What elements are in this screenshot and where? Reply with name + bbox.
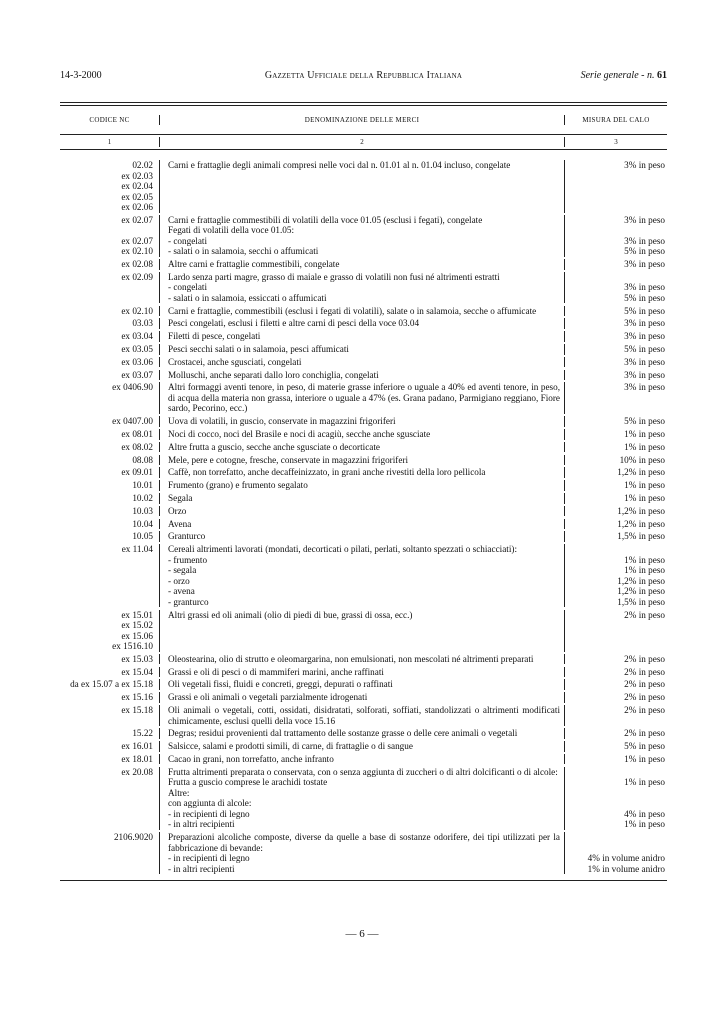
loss-rate (565, 544, 667, 555)
nc-code: ex 02.06 (60, 202, 160, 213)
table-row (60, 442, 667, 453)
goods-description: Orzo (160, 506, 565, 517)
loss-rate: 3% in peso (624, 382, 665, 393)
nc-code: ex 15.16 (60, 692, 160, 703)
table-row (60, 493, 667, 504)
header-number: 61 (657, 70, 667, 81)
col-number-2: 2 (160, 137, 565, 148)
table-row (60, 576, 667, 587)
nc-code: ex 02.10 (60, 246, 160, 257)
goods-description: Altre frutta a guscio, secche anche sgusciate o decorticate (160, 442, 565, 453)
table-row (60, 259, 667, 270)
loss-rate (565, 225, 667, 236)
col-number-1: 1 (60, 137, 160, 148)
loss-rate: 2% in peso (624, 653, 665, 664)
goods-description: - in recipienti di legno (160, 809, 565, 820)
table-row (60, 853, 667, 864)
nc-code: 10.05 (60, 531, 160, 542)
table-row (60, 272, 667, 283)
header-serie-label: Serie generale (580, 70, 639, 81)
goods-description: Altri formaggi aventi tenore, in peso, di materie grasse inferiore o uguale a 40% ed aventi tenore, in peso, di acqua della materia non grassa, interiore o uguale a 47% (es. Grana padano, Parmigiano reggiano, Fiore sardo, Pecorino, ecc.) (160, 382, 565, 414)
nc-code: ex 1516.10 (60, 641, 160, 652)
table-entry (60, 272, 667, 304)
loss-rate (565, 171, 667, 182)
nc-code: ex 02.09 (60, 272, 160, 283)
table-entry (60, 692, 667, 703)
table-row (60, 192, 667, 203)
loss-rate: 4% in volume anidro (587, 853, 665, 863)
goods-description: - orzo (160, 576, 565, 587)
loss-rate: 2% in peso (624, 705, 665, 716)
table-row (60, 306, 667, 317)
table-entry (60, 480, 667, 491)
loss-rate: 3% in peso (624, 318, 665, 329)
table-row (60, 236, 667, 247)
loss-rate: 1% in volume anidro (587, 863, 665, 874)
header-serie-sep: - n. (638, 70, 657, 81)
goods-table (60, 102, 667, 881)
page-number: — 6 — (345, 928, 379, 940)
goods-description: Pesci congelati, esclusi i filetti e altre carni di pesci della voce 03.04 (160, 318, 565, 329)
table-header-row (60, 106, 667, 135)
loss-rate (565, 767, 667, 778)
goods-description: - congelati (160, 282, 565, 293)
loss-rate: 4% in peso (624, 808, 665, 819)
loss-rate: 5% in peso (624, 416, 665, 427)
table-row (60, 767, 667, 778)
table-row (60, 202, 667, 213)
nc-code (60, 864, 160, 875)
goods-description: Carni e frattaglie, commestibili (esclusi i fegati di volatili), salate o in salamoia, secche o affumicate (160, 306, 565, 317)
loss-rate (565, 832, 667, 853)
nc-code: 15.22 (60, 728, 160, 739)
goods-description: Altri grassi ed oli animali (olio di piedi di bue, grassi di ossa, ecc.) (160, 610, 565, 621)
table-row (60, 692, 667, 703)
loss-rate (565, 272, 667, 283)
loss-rate: 1% in peso (624, 480, 665, 491)
goods-description: con aggiunta di alcole: (160, 798, 565, 809)
col-number-3: 3 (614, 137, 618, 146)
loss-rate: 2% in peso (624, 679, 665, 690)
nc-code: ex 03.06 (60, 357, 160, 368)
nc-code: 10.04 (60, 519, 160, 530)
goods-description: Carni e frattaglie degli animali compresi nelle voci dal n. 01.01 al n. 01.04 incluso, congelate (160, 160, 565, 171)
loss-rate: 1% in peso (624, 753, 665, 764)
nc-code (60, 798, 160, 809)
nc-code: 10.03 (60, 506, 160, 517)
goods-description (160, 631, 565, 642)
col-header-code: CODICE NC (60, 115, 160, 126)
nc-code: ex 02.07 (60, 236, 160, 247)
loss-rate: 1,2% in peso (617, 467, 665, 478)
goods-description: - in altri recipienti (160, 819, 565, 830)
nc-code: ex 08.01 (60, 429, 160, 440)
table-row (60, 429, 667, 440)
nc-code: ex 02.05 (60, 192, 160, 203)
col-header-rate: MISURA DEL CALO (582, 115, 650, 124)
goods-description: - congelati (160, 236, 565, 247)
goods-description: Preparazioni alcoliche composte, diverse da quelle a base di sostanze odorifere, dei tipi utilizzati per la fabbricazione di bevande: (160, 832, 565, 853)
goods-description: Filetti di pesce, congelati (160, 331, 565, 342)
nc-code (60, 788, 160, 799)
table-row (60, 455, 667, 466)
table-row (60, 370, 667, 381)
table-entry (60, 728, 667, 739)
table-entry (60, 654, 667, 665)
table-entry (60, 741, 667, 752)
goods-description: - salati o in salamoia, essiccati o affumicati (160, 293, 565, 304)
goods-description: Crostacei, anche sgusciati, congelati (160, 357, 565, 368)
nc-code: ex 11.04 (60, 544, 160, 555)
nc-code: ex 15.04 (60, 667, 160, 678)
goods-description: Lardo senza parti magre, grasso di maiale e grasso di volatili non fusi né altrimenti estratti (160, 272, 565, 283)
goods-description: - avena (160, 586, 565, 597)
goods-description: Frumento (grano) e frumento segalato (160, 480, 565, 491)
table-row (60, 282, 667, 293)
nc-code (60, 777, 160, 788)
table-row (60, 777, 667, 788)
nc-code: 10.01 (60, 480, 160, 491)
nc-code: ex 0406.90 (60, 382, 160, 414)
loss-rate: 1% in peso (624, 429, 665, 440)
table-row (60, 788, 667, 799)
table-row (60, 667, 667, 678)
loss-rate: 1,2% in peso (617, 575, 665, 586)
loss-rate: 5% in peso (624, 305, 665, 316)
table-row (60, 318, 667, 329)
loss-rate: 1,5% in peso (617, 531, 665, 542)
table-entry (60, 493, 667, 504)
goods-description: Cereali altrimenti lavorati (mondati, decorticati o pilati, perlati, soltanto spezzati o schiacciati): (160, 544, 565, 555)
loss-rate: 2% in peso (624, 666, 665, 677)
table-entry (60, 531, 667, 542)
nc-code (60, 565, 160, 576)
table-row (60, 631, 667, 642)
nc-code: 10.02 (60, 493, 160, 504)
goods-description (160, 620, 565, 631)
goods-description: Molluschi, anche separati dallo loro conchiglia, congelati (160, 370, 565, 381)
nc-code: ex 02.04 (60, 181, 160, 192)
loss-rate (565, 788, 667, 799)
table-entry (60, 832, 667, 874)
goods-description: Oli animali o vegetali, cotti, ossidati, disidratati, solforati, soffiati, standolizzati o altrimenti modificati chimicamente, esclusi quelli della voce 15.16 (160, 705, 565, 726)
table-row (60, 620, 667, 631)
loss-rate: 5% in peso (624, 292, 665, 303)
loss-rate: 3% in peso (624, 369, 665, 380)
nc-code (60, 293, 160, 304)
loss-rate (565, 181, 667, 192)
table-row (60, 293, 667, 304)
goods-description: Pesci secchi salati o in salamoia, pesci affumicati (160, 344, 565, 355)
nc-code (60, 225, 160, 236)
nc-code (60, 819, 160, 830)
goods-description: - salati o in salamoia, secchi o affumicati (160, 246, 565, 257)
table-entry (60, 754, 667, 765)
table-entry (60, 344, 667, 355)
goods-description: - granturco (160, 597, 565, 608)
table-row (60, 809, 667, 820)
nc-code (60, 555, 160, 566)
table-row (60, 531, 667, 542)
loss-rate: 1% in peso (624, 441, 665, 452)
nc-code: ex 15.06 (60, 631, 160, 642)
table-row (60, 544, 667, 555)
goods-description: Degras; residui provenienti dal trattamento delle sostanze grasse o delle cere animali o vegetali (160, 728, 565, 739)
table-row (60, 467, 667, 478)
table-row (60, 506, 667, 517)
loss-rate: 2% in peso (624, 609, 665, 620)
table-row (60, 215, 667, 226)
table-row (60, 246, 667, 257)
header-serie (581, 70, 667, 81)
loss-rate: 3% in peso (624, 214, 665, 225)
nc-code: 08.08 (60, 455, 160, 466)
table-row (60, 519, 667, 530)
loss-rate: 3% in peso (624, 235, 665, 246)
nc-code: ex 0407.00 (60, 416, 160, 427)
nc-code: ex 03.04 (60, 331, 160, 342)
loss-rate: 1,2% in peso (617, 505, 665, 516)
table-entry (60, 467, 667, 478)
table-entry (60, 667, 667, 678)
page-header (60, 70, 667, 84)
table-entry (60, 519, 667, 530)
nc-code (60, 586, 160, 597)
goods-description: - in altri recipienti (160, 864, 565, 875)
goods-description: - in recipienti di legno (160, 853, 565, 864)
nc-code: 03.03 (60, 318, 160, 329)
loss-rate: 1% in peso (624, 565, 665, 576)
goods-description: Altre carni e frattaglie commestibili, congelate (160, 259, 565, 270)
table-entry (60, 259, 667, 270)
loss-rate: 1% in peso (624, 554, 665, 565)
table-entry (60, 767, 667, 830)
loss-rate: 3% in peso (624, 282, 665, 293)
goods-description: Oli vegetali fissi, fluidi e concreti, greggi, depurati o raffinati (160, 679, 565, 690)
goods-description: Frutta a guscio comprese le arachidi tostate (160, 777, 565, 788)
nc-code: ex 03.07 (60, 370, 160, 381)
goods-description: - segala (160, 565, 565, 576)
loss-rate: 1% in peso (624, 493, 665, 504)
goods-description: Granturco (160, 531, 565, 542)
loss-rate: 1,2% in peso (617, 518, 665, 529)
loss-rate: 1% in peso (624, 819, 665, 830)
nc-code: 2106.9020 (60, 832, 160, 853)
table-number-row (60, 135, 667, 150)
nc-code: ex 03.05 (60, 344, 160, 355)
loss-rate (565, 631, 667, 642)
table-row (60, 679, 667, 690)
nc-code: ex 15.01 (60, 610, 160, 621)
table-row (60, 555, 667, 566)
nc-code: ex 09.01 (60, 467, 160, 478)
table-row (60, 331, 667, 342)
loss-rate: 10% in peso (619, 454, 665, 465)
nc-code (60, 576, 160, 587)
goods-description: Caffè, non torrefatto, anche decaffeinizzato, in grani anche rivestiti della loro pellicola (160, 467, 565, 478)
table-entry (60, 679, 667, 690)
table-entry (60, 506, 667, 517)
loss-rate: 1,2% in peso (617, 586, 665, 597)
goods-description (160, 641, 565, 652)
nc-code (60, 809, 160, 820)
table-body (60, 150, 667, 880)
loss-rate: 5% in peso (624, 344, 665, 355)
goods-description: Fegati di volatili della voce 01.05: (160, 225, 565, 236)
loss-rate (565, 620, 667, 631)
loss-rate (565, 192, 667, 203)
goods-description: Mele, pere e cotogne, fresche, conservate in magazzini frigoriferi (160, 455, 565, 466)
loss-rate: 3% in peso (624, 160, 665, 170)
nc-code: ex 02.07 (60, 215, 160, 226)
nc-code: 02.02 (60, 160, 160, 171)
table-row (60, 798, 667, 809)
nc-code (60, 853, 160, 864)
goods-description: Uova di volatili, in guscio, conservate in magazzini frigoriferi (160, 416, 565, 427)
loss-rate: 5% in peso (624, 246, 665, 257)
table-row (60, 171, 667, 182)
nc-code (60, 282, 160, 293)
table-row (60, 160, 667, 171)
goods-description (160, 192, 565, 203)
loss-rate: 3% in peso (624, 331, 665, 342)
nc-code: ex 02.08 (60, 259, 160, 270)
loss-rate (565, 202, 667, 213)
table-entry (60, 318, 667, 329)
table-row (60, 741, 667, 752)
table-row (60, 754, 667, 765)
table-entry (60, 160, 667, 213)
table-row (60, 344, 667, 355)
goods-description (160, 202, 565, 213)
table-entry (60, 442, 667, 453)
table-entry (60, 455, 667, 466)
nc-code: ex 02.10 (60, 306, 160, 317)
nc-code: ex 15.02 (60, 620, 160, 631)
loss-rate: 3% in peso (624, 356, 665, 367)
nc-code: ex 20.08 (60, 767, 160, 778)
loss-rate: 1% in peso (624, 777, 665, 788)
table-row (60, 705, 667, 726)
loss-rate: 3% in peso (624, 259, 665, 270)
goods-description: Salsicce, salami e prodotti simili, di carne, di frattaglie o di sangue (160, 741, 565, 752)
table-entry (60, 357, 667, 368)
nc-code: ex 02.03 (60, 171, 160, 182)
nc-code: ex 18.01 (60, 754, 160, 765)
table-row (60, 181, 667, 192)
loss-rate: 2% in peso (624, 728, 665, 739)
table-row (60, 565, 667, 576)
col-header-description: DENOMINAZIONE DELLE MERCI (160, 115, 565, 126)
table-entry (60, 382, 667, 414)
table-row (60, 641, 667, 652)
table-row (60, 357, 667, 368)
nc-code: da ex 15.07 a ex 15.18 (60, 679, 160, 690)
goods-description: Avena (160, 519, 565, 530)
nc-code: ex 15.03 (60, 654, 160, 665)
loss-rate: 5% in peso (624, 741, 665, 752)
table-entry (60, 610, 667, 652)
table-entry (60, 429, 667, 440)
table-row (60, 586, 667, 597)
goods-description: Carni e frattaglie commestibili di volatili della voce 01.05 (esclusi i fegati), congelate (160, 215, 565, 226)
loss-rate (565, 641, 667, 652)
table-entry (60, 306, 667, 317)
nc-code: ex 15.18 (60, 705, 160, 726)
table-entry (60, 331, 667, 342)
goods-description: - frumento (160, 555, 565, 566)
goods-description: Noci di cocco, noci del Brasile e noci di acagiù, secche anche sgusciate (160, 429, 565, 440)
table-row (60, 864, 667, 875)
table-row (60, 728, 667, 739)
table-row (60, 225, 667, 236)
table-entry (60, 370, 667, 381)
table-row (60, 480, 667, 491)
nc-code: ex 16.01 (60, 741, 160, 752)
table-row (60, 654, 667, 665)
table-row (60, 382, 667, 414)
table-entry (60, 544, 667, 607)
goods-description: Cacao in grani, non torrefatto, anche infranto (160, 754, 565, 765)
goods-description: Segala (160, 493, 565, 504)
loss-rate (565, 798, 667, 809)
goods-description: Grassi e oli animali o vegetali parzialmente idrogenati (160, 692, 565, 703)
table-row (60, 597, 667, 608)
goods-description (160, 171, 565, 182)
loss-rate: 2% in peso (624, 692, 665, 703)
goods-description: Frutta altrimenti preparata o conservata, con o senza aggiunta di zuccheri o di altri dolcificanti o di alcole: (160, 767, 565, 778)
goods-description: Altre: (160, 788, 565, 799)
goods-description: Grassi e oli di pesci o di mammiferi marini, anche raffinati (160, 667, 565, 678)
table-row (60, 610, 667, 621)
table-row (60, 416, 667, 427)
loss-rate: 1,5% in peso (617, 596, 665, 607)
table-entry (60, 215, 667, 257)
nc-code: ex 08.02 (60, 442, 160, 453)
table-entry (60, 705, 667, 726)
table-row (60, 832, 667, 853)
nc-code (60, 597, 160, 608)
header-title: Gazzetta Ufficiale della Repubblica Italiana (264, 70, 463, 81)
goods-description: Oleostearina, olio di strutto e oleomargarina, non emulsionati, non mescolati né altrimenti preparati (160, 654, 565, 665)
header-date: 14-3-2000 (60, 70, 102, 81)
table-row (60, 819, 667, 830)
goods-description (160, 181, 565, 192)
table-entry (60, 416, 667, 427)
